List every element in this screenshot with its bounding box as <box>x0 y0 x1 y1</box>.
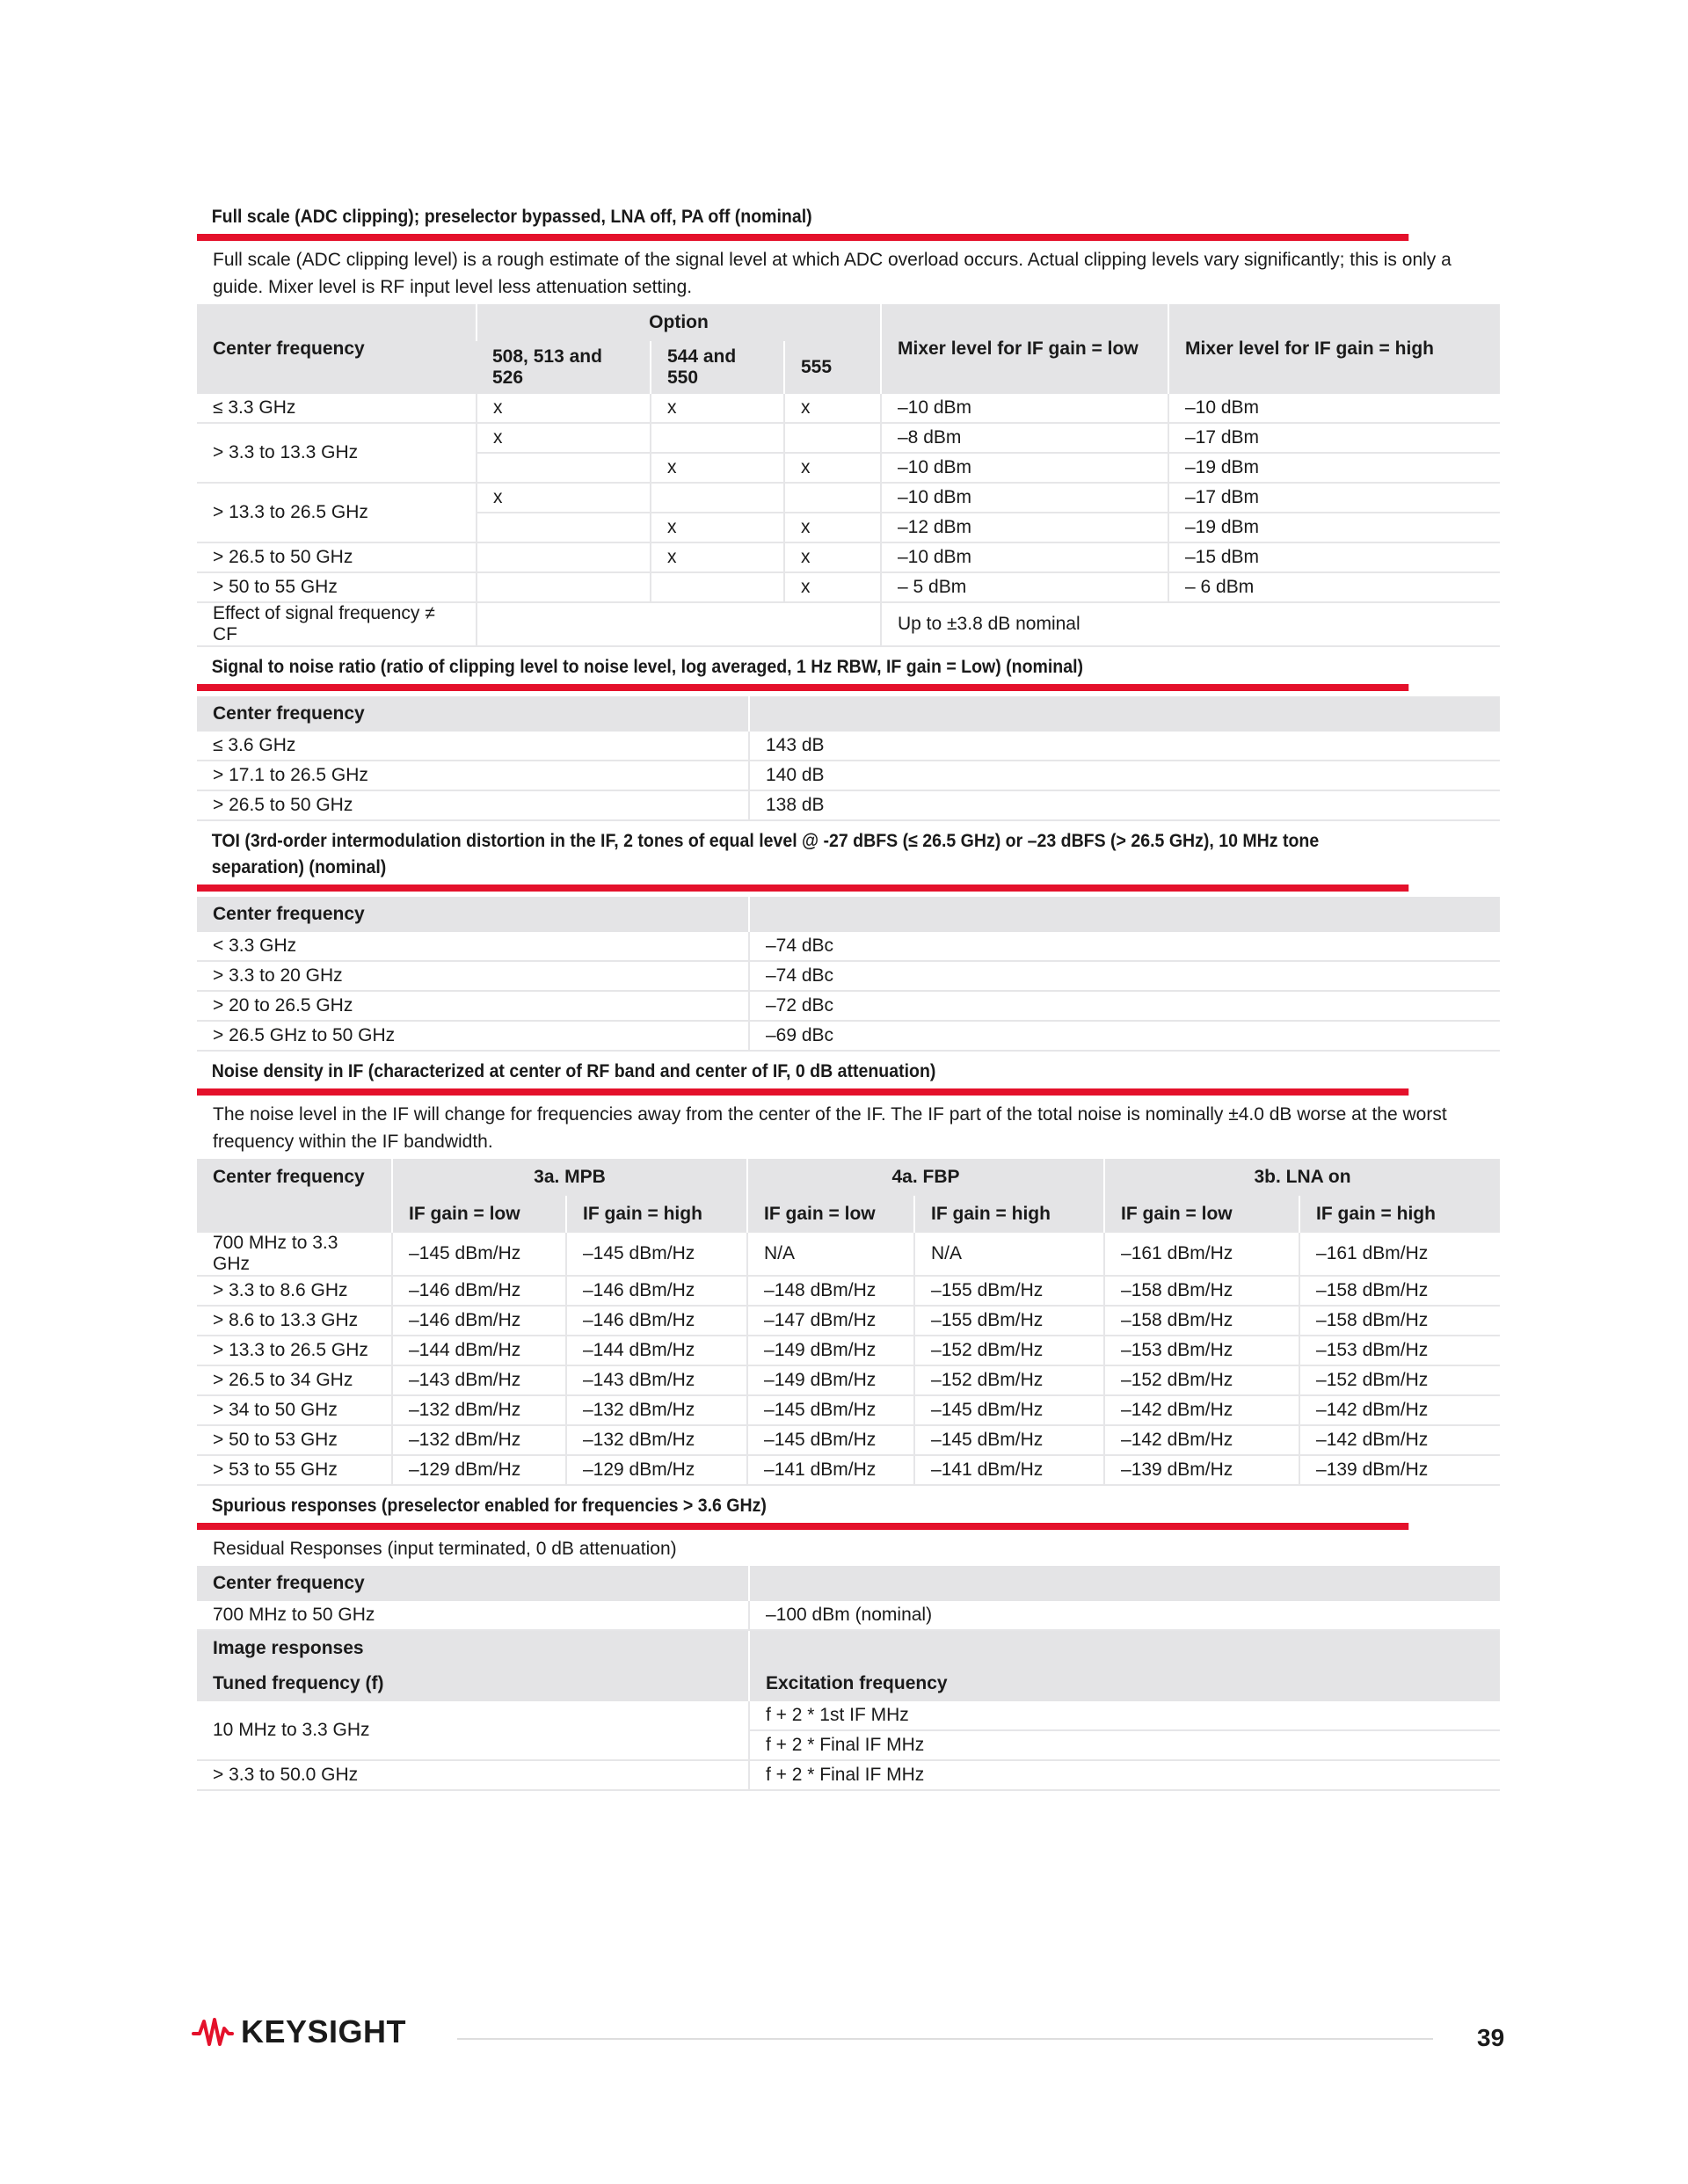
cell-value: –74 dBc <box>749 961 1500 991</box>
cell-cf: > 53 to 55 GHz <box>197 1455 392 1485</box>
cell-opt3: x <box>784 453 881 483</box>
table-row <box>197 961 1500 991</box>
table-row <box>197 1306 1500 1336</box>
header-option: Option <box>477 304 881 341</box>
cell-mixer-high: –17 dBm <box>1168 483 1500 513</box>
table-row <box>197 1760 1500 1790</box>
cell-noise-value: –142 dBm/Hz <box>1104 1395 1299 1425</box>
cell-opt2: x <box>651 394 784 423</box>
cell-opt1 <box>477 542 651 572</box>
cell-cf: ≤ 3.6 GHz <box>197 732 749 761</box>
cell-noise-value: N/A <box>914 1233 1104 1276</box>
cell-noise-value: –161 dBm/Hz <box>1299 1233 1500 1276</box>
table-row <box>197 1336 1500 1365</box>
cell-noise-value: –146 dBm/Hz <box>392 1276 566 1306</box>
cell-opt2 <box>651 423 784 453</box>
cell-value: 138 dB <box>749 790 1500 820</box>
cell-value: 143 dB <box>749 732 1500 761</box>
cell-noise-value: –139 dBm/Hz <box>1299 1455 1500 1485</box>
cell-mixer-high: –17 dBm <box>1168 423 1500 453</box>
cell-noise-value: –145 dBm/Hz <box>914 1395 1104 1425</box>
cell-cf: > 17.1 to 26.5 GHz <box>197 761 749 790</box>
cell-value: –100 dBm (nominal) <box>749 1601 1500 1630</box>
cell-mixer-high: –10 dBm <box>1168 394 1500 423</box>
cell-noise-value: –144 dBm/Hz <box>566 1336 747 1365</box>
cell-opt1: x <box>477 483 651 513</box>
effect-empty <box>477 602 881 646</box>
table-row <box>197 1233 1500 1276</box>
cell-tuned: 10 MHz to 3.3 GHz <box>197 1701 749 1760</box>
cell-mixer-low: –8 dBm <box>881 423 1168 453</box>
table-row <box>197 394 1500 423</box>
cell-mixer-high: –19 dBm <box>1168 453 1500 483</box>
full-scale-note: Full scale (ADC clipping level) is a rough estimate of the signal level at which ADC overload occurs. Actual clipping levels vary significantly; this is only a guide. Mixer level is RF input level less attenuation setting. <box>213 250 1452 297</box>
header-center-frequency: Center frequency <box>197 304 477 394</box>
cell-noise-value: –158 dBm/Hz <box>1299 1276 1500 1306</box>
header-mpb-low: IF gain = low <box>392 1196 566 1233</box>
noise-density-table <box>197 1159 1500 1486</box>
snr-table <box>197 696 1500 821</box>
cell-noise-value: –132 dBm/Hz <box>392 1395 566 1425</box>
cell-mixer-low: –10 dBm <box>881 394 1168 423</box>
section-title-snr: Signal to noise ratio (ratio of clipping level to noise level, log averaged, 1 Hz RBW, IF gain = Low) (nominal) <box>197 652 1408 691</box>
image-responses-label: Image responses <box>197 1630 749 1666</box>
cell-opt3: x <box>784 394 881 423</box>
cell-cf: > 26.5 GHz to 50 GHz <box>197 1021 749 1051</box>
cell-noise-value: –132 dBm/Hz <box>392 1425 566 1455</box>
spurious-table <box>197 1566 1500 1791</box>
cell-cf: > 8.6 to 13.3 GHz <box>197 1306 392 1336</box>
table-row <box>197 790 1500 820</box>
cell-cf: > 20 to 26.5 GHz <box>197 991 749 1021</box>
cell-cf: > 13.3 to 26.5 GHz <box>197 483 477 542</box>
table-row <box>197 572 1500 602</box>
cell-mixer-low: –10 dBm <box>881 453 1168 483</box>
cell-noise-value: –144 dBm/Hz <box>392 1336 566 1365</box>
logo-text: KEYSIGHT <box>241 2013 407 2049</box>
cell-cf: > 3.3 to 8.6 GHz <box>197 1276 392 1306</box>
table-row <box>197 1021 1500 1051</box>
cell-noise-value: –158 dBm/Hz <box>1104 1306 1299 1336</box>
header-fbp-high: IF gain = high <box>914 1196 1104 1233</box>
cell-opt2: x <box>651 513 784 542</box>
cell-tuned: > 3.3 to 50.0 GHz <box>197 1760 749 1790</box>
cell-opt3: x <box>784 542 881 572</box>
header-lna-high: IF gain = high <box>1299 1196 1500 1233</box>
header-excitation-frequency: Excitation frequency <box>749 1666 1500 1701</box>
table-row <box>197 1276 1500 1306</box>
cell-noise-value: –129 dBm/Hz <box>392 1455 566 1485</box>
table-row <box>197 423 1500 453</box>
cell-value: –72 dBc <box>749 991 1500 1021</box>
cell-opt1: x <box>477 394 651 423</box>
cell-noise-value: N/A <box>747 1233 914 1276</box>
header-option-1: 508, 513 and 526 <box>477 341 651 394</box>
cell-value: –69 dBc <box>749 1021 1500 1051</box>
cell-mixer-high: – 6 dBm <box>1168 572 1500 602</box>
cell-cf: > 13.3 to 26.5 GHz <box>197 1336 392 1365</box>
table-row <box>197 1365 1500 1395</box>
header-center-frequency: Center frequency <box>197 1159 392 1196</box>
cell-opt1 <box>477 453 651 483</box>
header-tuned-frequency: Tuned frequency (f) <box>197 1666 749 1701</box>
table-row <box>197 991 1500 1021</box>
cell-noise-value: –152 dBm/Hz <box>914 1336 1104 1365</box>
table-row <box>197 542 1500 572</box>
header-center-frequency: Center frequency <box>197 696 749 732</box>
cell-mixer-low: – 5 dBm <box>881 572 1168 602</box>
cell-mixer-low: –10 dBm <box>881 483 1168 513</box>
cell-noise-value: –146 dBm/Hz <box>392 1306 566 1336</box>
cell-noise-value: –142 dBm/Hz <box>1299 1425 1500 1455</box>
cell-mixer-low: –12 dBm <box>881 513 1168 542</box>
cell-cf: > 26.5 to 34 GHz <box>197 1365 392 1395</box>
effect-value: Up to ±3.8 dB nominal <box>881 602 1500 646</box>
cell-opt3: x <box>784 572 881 602</box>
cell-cf: ≤ 3.3 GHz <box>197 394 477 423</box>
cell-noise-value: –161 dBm/Hz <box>1104 1233 1299 1276</box>
table-row <box>197 1455 1500 1485</box>
cell-opt1: x <box>477 423 651 453</box>
header-option-2: 544 and 550 <box>651 341 784 394</box>
cell-noise-value: –158 dBm/Hz <box>1104 1276 1299 1306</box>
cell-noise-value: –152 dBm/Hz <box>1299 1365 1500 1395</box>
cell-cf: > 26.5 to 50 GHz <box>197 790 749 820</box>
section-title-toi: TOI (3rd-order intermodulation distortion in the IF, 2 tones of equal level @ -27 dBFS (≤ 26.5 GHz) or –23 dBFS (> 26.5 GHz), 10 MHz tone separation) (nominal) <box>197 826 1408 892</box>
cell-noise-value: –142 dBm/Hz <box>1104 1425 1299 1455</box>
header-mpb-high: IF gain = high <box>566 1196 747 1233</box>
cell-opt1 <box>477 513 651 542</box>
cell-value: 140 dB <box>749 761 1500 790</box>
table-row <box>197 1701 1500 1730</box>
table-row <box>197 1395 1500 1425</box>
cell-noise-value: –141 dBm/Hz <box>914 1455 1104 1485</box>
cell-opt2 <box>651 483 784 513</box>
cell-mixer-high: –15 dBm <box>1168 542 1500 572</box>
table-row <box>197 1601 1500 1630</box>
cell-noise-value: –152 dBm/Hz <box>914 1365 1104 1395</box>
header-lna-low: IF gain = low <box>1104 1196 1299 1233</box>
header-option-3: 555 <box>784 341 881 394</box>
section-title-noise-density: Noise density in IF (characterized at center of RF band and center of IF, 0 dB attenuation) <box>197 1057 1408 1096</box>
cell-cf: > 50 to 53 GHz <box>197 1425 392 1455</box>
header-empty <box>749 696 1500 732</box>
cell-noise-value: –146 dBm/Hz <box>566 1276 747 1306</box>
header-empty <box>749 897 1500 932</box>
header-center-frequency: Center frequency <box>197 897 749 932</box>
table-row <box>197 761 1500 790</box>
cell-opt2 <box>651 572 784 602</box>
cell-opt3: x <box>784 513 881 542</box>
cell-noise-value: –153 dBm/Hz <box>1299 1336 1500 1365</box>
cell-cf: 700 MHz to 50 GHz <box>197 1601 749 1630</box>
header-center-frequency: Center frequency <box>197 1566 749 1601</box>
header-mixer-high: Mixer level for IF gain = high <box>1168 304 1500 394</box>
cell-opt2: x <box>651 542 784 572</box>
effect-label: Effect of signal frequency ≠ CF <box>197 602 477 646</box>
toi-table <box>197 897 1500 1052</box>
table-row <box>197 483 1500 513</box>
cell-noise-value: –146 dBm/Hz <box>566 1306 747 1336</box>
header-mixer-low: Mixer level for IF gain = low <box>881 304 1168 394</box>
cell-noise-value: –142 dBm/Hz <box>1299 1395 1500 1425</box>
page-content <box>197 197 1500 1791</box>
cell-excitation: f + 2 * Final IF MHz <box>749 1760 1500 1790</box>
cell-cf: > 3.3 to 13.3 GHz <box>197 423 477 483</box>
header-fbp: 4a. FBP <box>747 1159 1104 1196</box>
section-title-full-scale: Full scale (ADC clipping); preselector bypassed, LNA off, PA off (nominal) <box>197 202 1408 241</box>
cell-noise-value: –152 dBm/Hz <box>1104 1365 1299 1395</box>
keysight-logo <box>192 2013 406 2050</box>
cell-noise-value: –141 dBm/Hz <box>747 1455 914 1485</box>
cell-noise-value: –143 dBm/Hz <box>392 1365 566 1395</box>
cell-value: –74 dBc <box>749 932 1500 961</box>
cell-noise-value: –145 dBm/Hz <box>914 1425 1104 1455</box>
cell-mixer-low: –10 dBm <box>881 542 1168 572</box>
cell-noise-value: –148 dBm/Hz <box>747 1276 914 1306</box>
cell-noise-value: –149 dBm/Hz <box>747 1365 914 1395</box>
full-scale-table <box>197 304 1500 647</box>
table-row <box>197 732 1500 761</box>
cell-noise-value: –132 dBm/Hz <box>566 1425 747 1455</box>
cell-cf: < 3.3 GHz <box>197 932 749 961</box>
header-mpb: 3a. MPB <box>392 1159 747 1196</box>
cell-cf: 700 MHz to 3.3 GHz <box>197 1233 392 1276</box>
cell-cf: > 50 to 55 GHz <box>197 572 477 602</box>
cell-cf: > 26.5 to 50 GHz <box>197 542 477 572</box>
cell-noise-value: –155 dBm/Hz <box>914 1306 1104 1336</box>
cell-excitation: f + 2 * Final IF MHz <box>749 1730 1500 1760</box>
cell-noise-value: –145 dBm/Hz <box>747 1425 914 1455</box>
noise-density-note: The noise level in the IF will change for frequencies away from the center of the IF. The IF part of the total noise is nominally ±4.0 dB worse at the worst frequency within the IF bandwidth. <box>213 1104 1447 1152</box>
cell-cf: > 34 to 50 GHz <box>197 1395 392 1425</box>
cell-excitation: f + 2 * 1st IF MHz <box>749 1701 1500 1730</box>
cell-noise-value: –153 dBm/Hz <box>1104 1336 1299 1365</box>
cell-opt3 <box>784 483 881 513</box>
table-row <box>197 1425 1500 1455</box>
header-empty <box>749 1630 1500 1666</box>
residual-label: Residual Responses (input terminated, 0 dB attenuation) <box>213 1539 677 1559</box>
table-row <box>197 602 1500 646</box>
cell-noise-value: –155 dBm/Hz <box>914 1276 1104 1306</box>
cell-noise-value: –132 dBm/Hz <box>566 1395 747 1425</box>
cell-noise-value: –139 dBm/Hz <box>1104 1455 1299 1485</box>
footer-divider <box>457 2038 1433 2040</box>
cell-cf: > 3.3 to 20 GHz <box>197 961 749 991</box>
table-row <box>197 932 1500 961</box>
cell-noise-value: –143 dBm/Hz <box>566 1365 747 1395</box>
cell-noise-value: –158 dBm/Hz <box>1299 1306 1500 1336</box>
header-lna: 3b. LNA on <box>1104 1159 1500 1196</box>
cell-noise-value: –145 dBm/Hz <box>747 1395 914 1425</box>
cell-noise-value: –147 dBm/Hz <box>747 1306 914 1336</box>
cell-noise-value: –145 dBm/Hz <box>392 1233 566 1276</box>
cell-opt3 <box>784 423 881 453</box>
cell-opt2: x <box>651 453 784 483</box>
header-empty <box>197 1196 392 1233</box>
cell-noise-value: –145 dBm/Hz <box>566 1233 747 1276</box>
cell-mixer-high: –19 dBm <box>1168 513 1500 542</box>
page-number: 39 <box>1477 2024 1505 2051</box>
header-empty <box>749 1566 1500 1601</box>
section-title-spurious: Spurious responses (preselector enabled for frequencies > 3.6 GHz) <box>197 1491 1408 1530</box>
header-fbp-low: IF gain = low <box>747 1196 914 1233</box>
cell-noise-value: –149 dBm/Hz <box>747 1336 914 1365</box>
keysight-wave-icon <box>192 2014 234 2049</box>
cell-opt1 <box>477 572 651 602</box>
cell-noise-value: –129 dBm/Hz <box>566 1455 747 1485</box>
